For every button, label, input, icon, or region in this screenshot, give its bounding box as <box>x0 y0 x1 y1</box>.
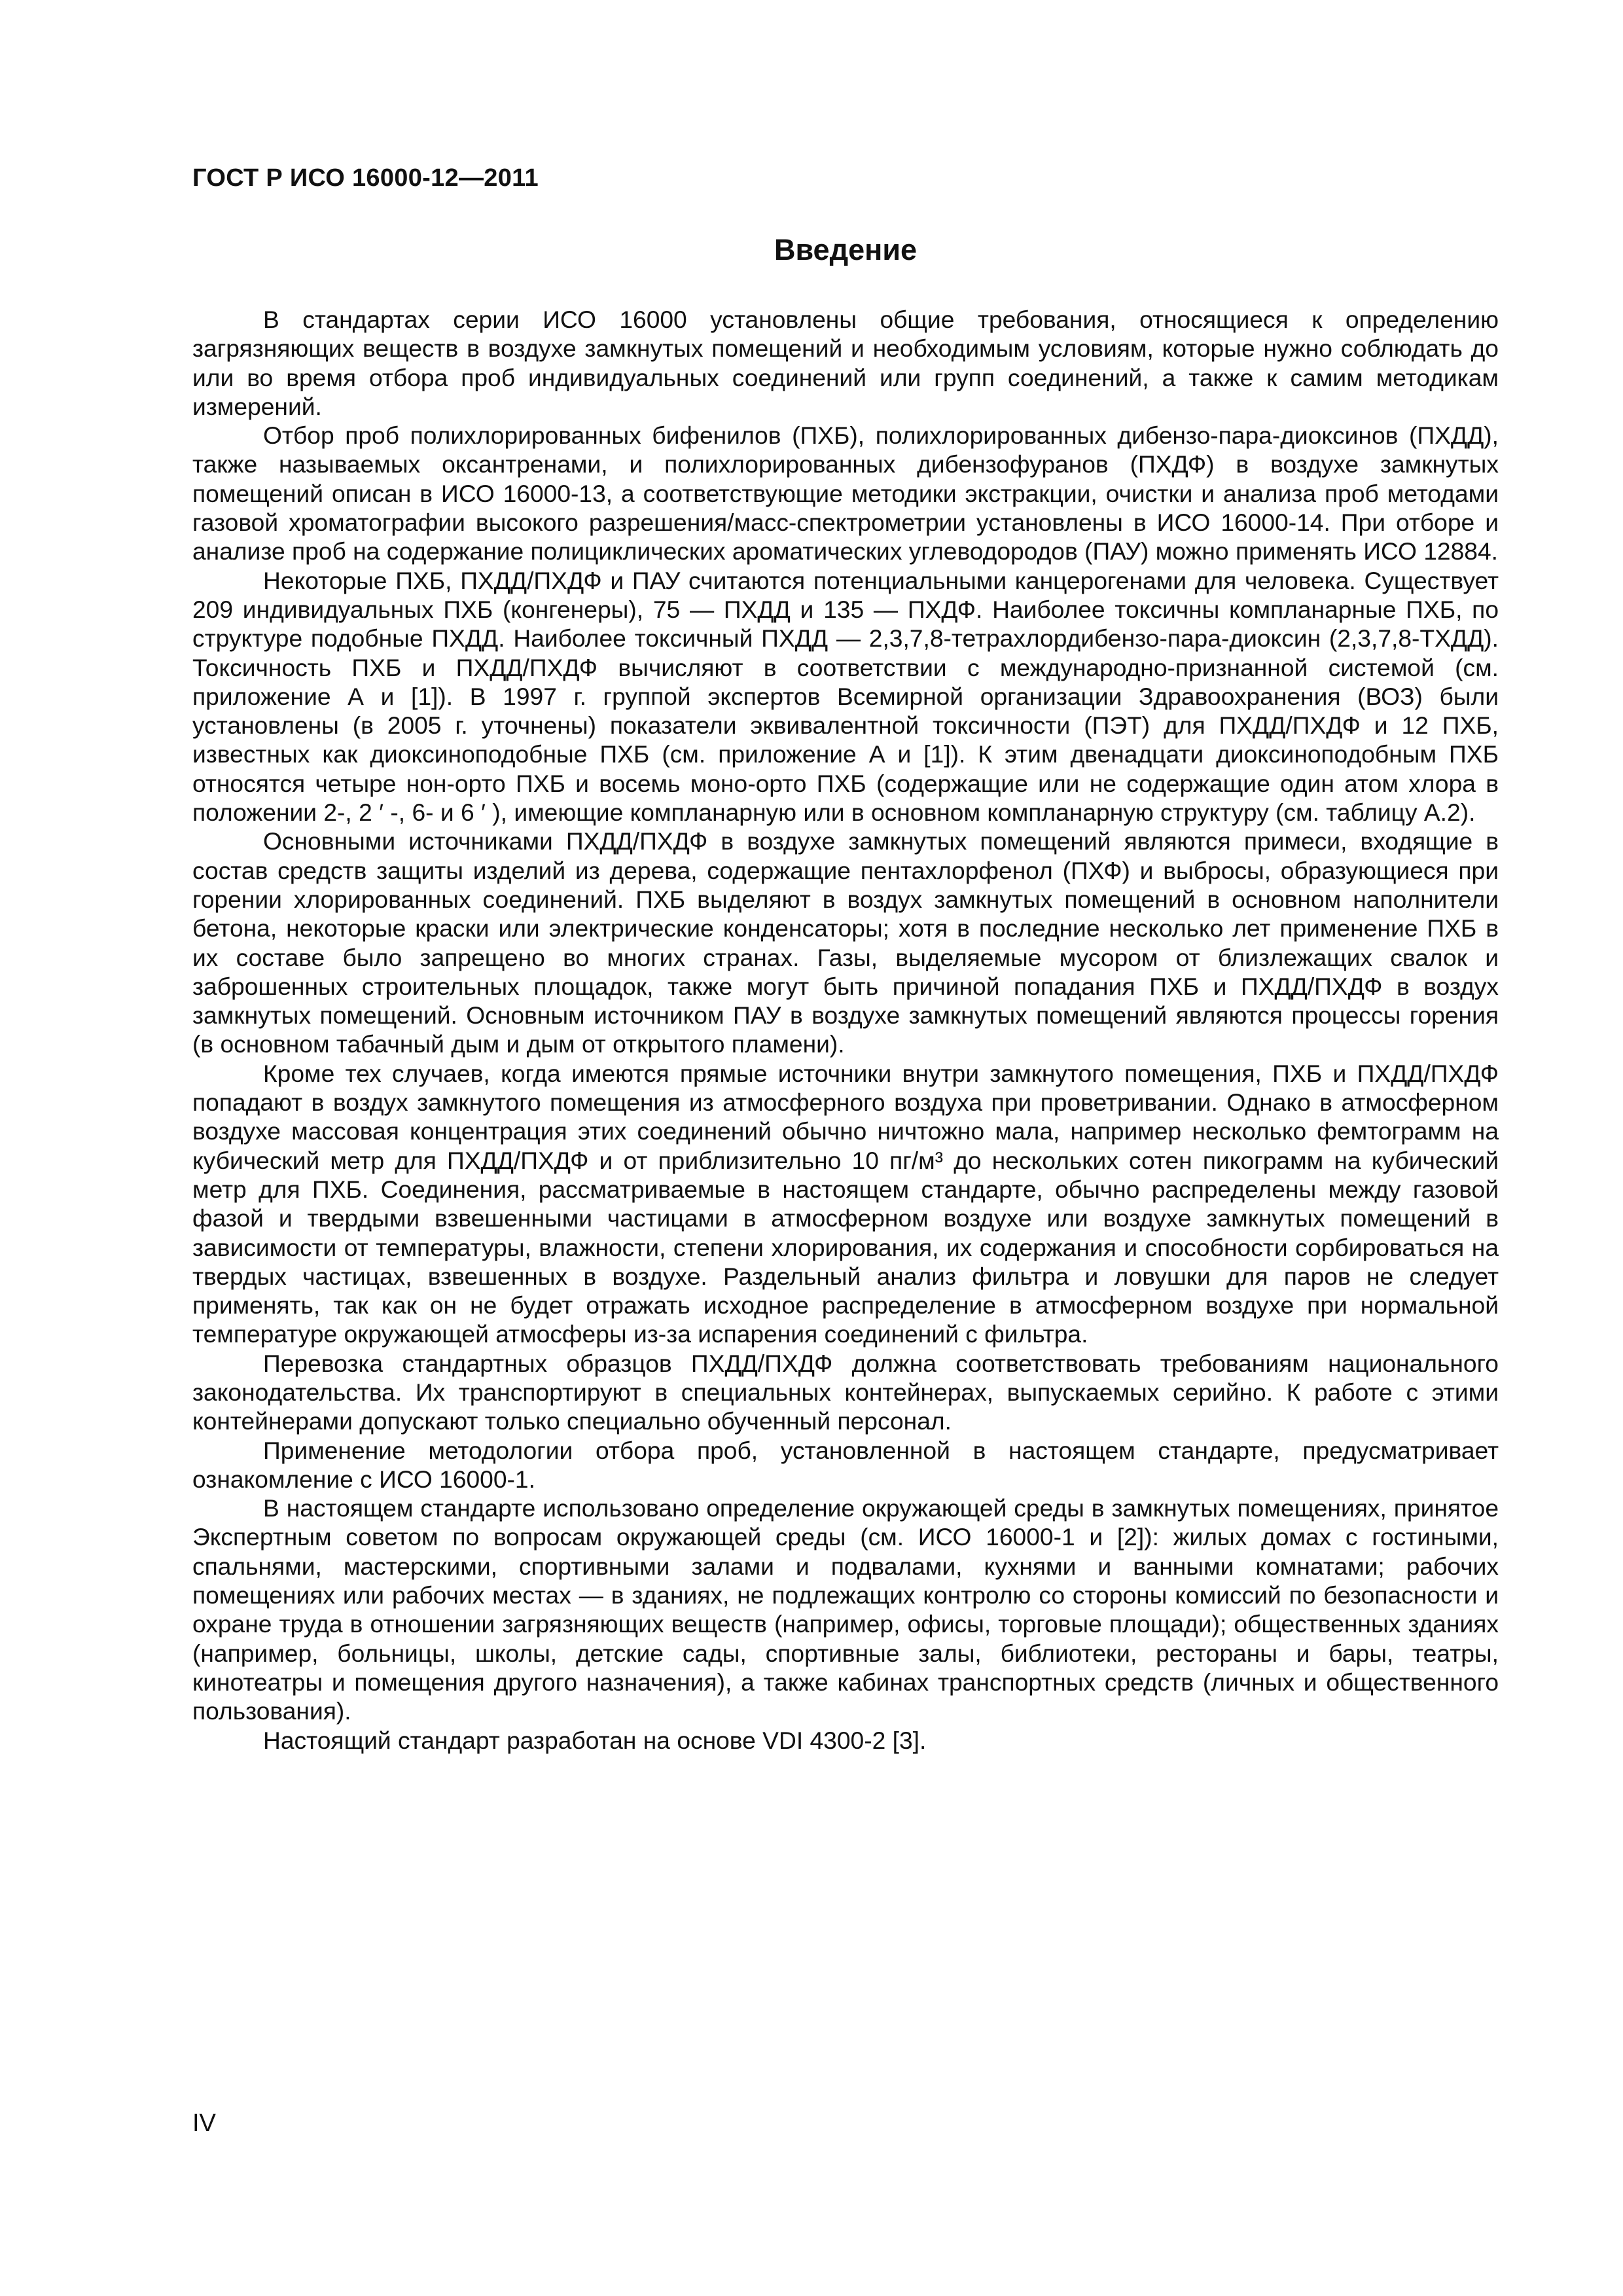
paragraph-9: Настоящий стандарт разработан на основе VDI 4300-2 [3]. <box>263 1726 927 1754</box>
document-header-code: ГОСТ Р ИСО 16000-12—2011 <box>192 164 539 192</box>
paragraph-8: В настоящем стандарте использовано определение окружающей среды в замкнутых помещениях, принятое Экспертным советом по вопросам окружающей среды (см. ИСО 16000-1 и [2]): жилых домах с гостиными, спальнями, мастерскими, спортивными залами и подвалами, кухнями и ванными комнатами; рабочих помещениях или рабочих местах — в зданиях, не подлежащих контролю со стороны комиссий по безопасности и охране труда в отношении загрязняющих веществ (например, офисы, торговые площади); общественных зданиях (например, больницы, школы, детские сады, спортивные залы, библиотеки, рестораны и бары, театры, кинотеатры и помещения другого назначения), а также кабинах транспортных средств (личных и общественного пользования). <box>192 1494 1499 1725</box>
paragraph-3: Некоторые ПХБ, ПХДД/ПХДФ и ПАУ считаются потенциальными канцерогенами для человека. Существует 209 индивидуальных ПХБ (конгенеры), 75 — ПХДД и 135 — ПХДФ. Наиболее токсичны компланарные ПХБ, по структуре подобные ПХДД. Наиболее токсичный ПХДД — 2,3,7,8-тетрахлордибензо-пара-диоксин (2,3,7,8-ТХДД). Токсичность ПХБ и ПХДД/ПХДФ вычисляют в соответствии с международно-признанной системой (см. приложение А и [1]). В 1997 г. группой экспертов Всемирной организации Здравоохранения (ВОЗ) были установлены (в 2005 г. уточнены) показатели эквивалентной токсичности (ПЭТ) для ПХДД/ПХДФ и 12 ПХБ, известных как диоксиноподобные ПХБ (см. приложение А и [1]). К этим двенадцати диоксиноподобным ПХБ относятся четыре нон-орто ПХБ и восемь моно-орто ПХБ (содержащие или не содержащие один атом хлора в положении 2-, 2 ′ -, 6- и 6 ′ ), имеющие компланарную или в основном компланарную структуру (см. таблицу А.2). <box>192 566 1499 827</box>
introduction-body <box>192 305 1499 1755</box>
paragraph-7: Применение методологии отбора проб, установленной в настоящем стандарте, предусматривает ознакомление с ИСО 16000-1. <box>192 1436 1499 1493</box>
paragraph-4: Основными источниками ПХДД/ПХДФ в воздухе замкнутых помещений являются примеси, входящие в состав средств защиты изделий из дерева, содержащие пентахлорфенол (ПХФ) и выбросы, образующиеся при горении хлорированных соединений. ПХБ выделяют в воздух замкнутых помещений в основном наполнители бетона, некоторые краски или электрические конденсаторы; хотя в последние несколько лет применение ПХБ в их составе было запрещено во многих странах. Газы, выделяемые мусором от близлежащих свалок и заброшенных строительных площадок, также могут быть причиной попадания ПХБ и ПХДД/ПХДФ в воздух замкнутых помещений. Основным источником ПАУ в воздухе замкнутых помещений являются процессы горения (в основном табачный дым и дым от открытого пламени). <box>192 827 1499 1058</box>
paragraph-6: Перевозка стандартных образцов ПХДД/ПХДФ должна соответствовать требованиям национального законодательства. Их транспортируют в специальных контейнерах, выпускаемых серийно. К работе с этими контейнерами допускают только специально обученный персонал. <box>192 1349 1499 1435</box>
page-number: IV <box>192 2109 216 2137</box>
paragraph-5: Кроме тех случаев, когда имеются прямые источники внутри замкнутого помещения, ПХБ и ПХДД/ПХДФ попадают в воздух замкнутого помещения из атмосферного воздуха при проветривании. Однако в атмосферном воздухе массовая концентрация этих соединений обычно ничтожно мала, например несколько фемтограмм на кубический метр для ПХДД/ПХДФ и от приблизительно 10 пг/м³ до нескольких сотен пикограмм на кубический метр для ПХБ. Соединения, рассматриваемые в настоящем стандарте, обычно распределены между газовой фазой и твердыми взвешенными частицами в атмосферном воздухе или воздухе замкнутых помещений в зависимости от температуры, влажности, степени хлорирования, их содержания и способности сорбироваться на твердых частицах, взвешенных в воздухе. Раздельный анализ фильтра и ловушки для паров не следует применять, так как он не будет отражать исходное распределение в атмосферном воздухе при нормальной температуре окружающей атмосферы из-за испарения соединений с фильтра. <box>192 1059 1499 1348</box>
paragraph-2: Отбор проб полихлорированных бифенилов (ПХБ), полихлорированных дибензо-пара-диоксинов (ПХДД), также называемых оксантренами, и полихлорированных дибензофуранов (ПХДФ) в воздухе замкнутых помещений описан в ИСО 16000-13, а соответствующие методики экстракции, очистки и анализа проб методами газовой хроматографии высокого разрешения/масс-спектрометрии установлены в ИСО 16000-14. При отборе и анализе проб на содержание полициклических ароматических углеводородов (ПАУ) можно применять ИСО 12884. <box>192 422 1499 565</box>
section-title: Введение <box>774 233 918 266</box>
paragraph-1: В стандартах серии ИСО 16000 установлены общие требования, относящиеся к определению загрязняющих веществ в воздухе замкнутых помещений и необходимым условиям, которые нужно соблюдать до или во время отбора проб индивидуальных соединений или групп соединений, а также к самим методикам измерений. <box>192 306 1499 420</box>
